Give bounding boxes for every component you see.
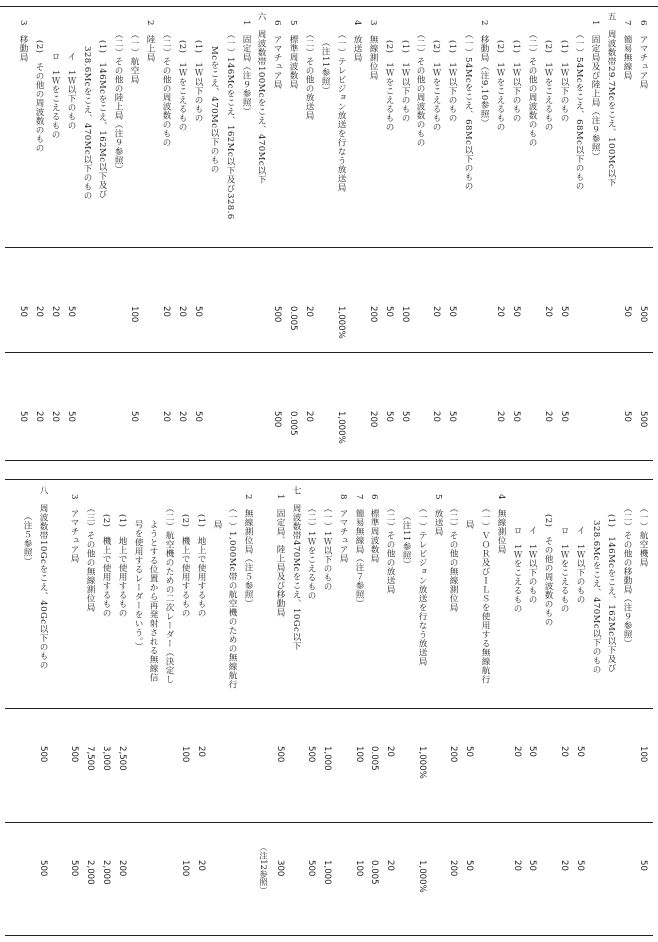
- table-row: (2) 1Ｗをこえるもの: [543, 40, 553, 132]
- value-cell-2: 20: [50, 411, 60, 422]
- table-row: 2 移動局（注9,10参照）: [479, 20, 489, 128]
- value-cell-2: 0.005: [369, 860, 379, 885]
- value-cell-2: 50: [193, 411, 203, 422]
- value-cell-2: 500: [38, 860, 48, 877]
- table-row: （三）その他の無線測位局: [85, 504, 95, 612]
- table-row: 1 固定局及び陸上局（注９参照）: [590, 20, 600, 161]
- value-cell-1: 50: [18, 306, 28, 317]
- bottom-panel-top-border: [5, 479, 653, 480]
- table-row: 3 移動局: [18, 20, 28, 62]
- value-cell-2: 50: [622, 411, 632, 422]
- value-cell-1: 200: [368, 306, 378, 323]
- table-row: （注５参照）: [22, 512, 32, 566]
- value-cell-2: 200: [448, 860, 458, 877]
- value-cell-2: 1,000: [322, 860, 332, 885]
- value-cell-1: 500: [275, 746, 285, 763]
- value-cell-1: 50: [384, 306, 394, 317]
- table-row: 7 簡易無線局（注７参照）: [354, 494, 364, 608]
- value-cell-1: 20: [196, 746, 206, 757]
- value-cell-2: 50: [400, 411, 410, 422]
- value-cell-2: 300: [275, 860, 285, 877]
- value-cell-2: 500: [272, 411, 282, 428]
- value-cell-1: 50: [447, 306, 457, 317]
- table-row: 4 無線測位局: [496, 494, 506, 554]
- value-cell-1: 50: [622, 306, 632, 317]
- table-row: 七 周波数帯470Mcをこえ、10Gc以下: [291, 486, 301, 651]
- value-cell-2: 1,000%: [336, 411, 346, 444]
- value-cell-2: 20: [196, 860, 206, 871]
- value-cell-1: 100: [400, 306, 410, 323]
- table-row: (1) 1Ｗ以下のもの: [511, 40, 521, 123]
- value-cell-1: 0.005: [369, 746, 379, 771]
- table-row: 八 周波数帯10Gcをこえ、40Gc以下のもの: [38, 486, 48, 670]
- value-cell-1: 1,000: [322, 746, 332, 771]
- value-cell-2: 20: [161, 411, 171, 422]
- value-cell-2: 20: [512, 860, 522, 871]
- table-row: イ 1Ｗ以下のもの: [527, 526, 537, 604]
- value-cell-1: 100: [638, 746, 648, 763]
- table-row: (2) 1Ｗをこえるもの: [431, 40, 441, 132]
- table-row: ロ 1Ｗをこえるもの: [50, 52, 60, 139]
- value-cell-1: 500: [638, 306, 648, 323]
- value-cell-2: 20: [543, 411, 553, 422]
- value-cell-1: 20: [543, 306, 553, 317]
- value-cell-1: 20: [495, 306, 505, 317]
- value-cell-2: 200: [368, 411, 378, 428]
- table-row: （一）54Mcをこえ、68Mc以下のもの: [574, 30, 584, 191]
- value-cell-1: 100: [180, 746, 190, 763]
- table-row: （二）その他の陸上局（注９参照）: [113, 30, 123, 174]
- bottom-table-panel: [0, 486, 658, 934]
- value-cell-1: 1,000%: [417, 746, 427, 779]
- table-row: イ 1Ｗ以下のもの: [66, 52, 76, 130]
- value-cell-2: 100: [354, 860, 364, 877]
- table-row: 328.6Mcをこえ、470Mc以下のもの: [82, 46, 92, 201]
- table-row: (2) 機上で使用するもの: [101, 514, 111, 618]
- value-cell-2: 50: [66, 411, 76, 422]
- table-row: (2) 機上で使用するもの: [180, 514, 190, 618]
- value-cell-2: 50: [384, 411, 394, 422]
- value-cell-2: 0.005: [288, 411, 298, 436]
- table-row: (1) 1Ｗ以下のもの: [447, 40, 457, 123]
- table-row: （一）航空局: [129, 30, 139, 84]
- value-cell-1: 50: [559, 306, 569, 317]
- table-row: (2) 1Ｗをこえるもの: [495, 40, 505, 132]
- top-rule: [0, 6, 658, 7]
- side-note: （注12参照）: [259, 843, 269, 895]
- value-cell-2: 200: [117, 860, 127, 877]
- table-row: (2) その他の周波数のもの: [34, 40, 44, 153]
- value-cell-2: 50: [18, 411, 28, 422]
- table-row: 6 標準周波数局: [369, 494, 379, 563]
- table-row: (2) 1Ｗをこえるもの: [384, 40, 394, 132]
- table-row: （二）その他の無線測位局: [448, 504, 458, 612]
- table-row: （注11参照）: [401, 512, 411, 569]
- value-cell-1: 20: [512, 746, 522, 757]
- table-row: 2 陸上局: [145, 20, 155, 62]
- table-row: 328.6Mcをこえ、470Mc以下のもの: [591, 520, 601, 675]
- table-row: （一）1Ｗ以下のもの: [322, 504, 332, 591]
- value-cell-1: 50: [575, 746, 585, 757]
- table-row: Mcをこえ、470Mc以下のもの: [209, 46, 219, 174]
- value-cell-1: 1,000%: [336, 306, 346, 339]
- value-cell-2: 20: [34, 411, 44, 422]
- value-cell-2: 100: [180, 860, 190, 877]
- value-cell-2: 20: [495, 411, 505, 422]
- table-row: 5 標準周波数局: [288, 20, 298, 89]
- value-cell-2: 2,000: [101, 860, 111, 885]
- value-cell-1: 100: [354, 746, 364, 763]
- table-row: ロ 1Ｗをこえるもの: [559, 526, 569, 613]
- table-row: ようとする位置から再発射される無線信: [148, 520, 158, 682]
- table-row: （一）146Mcをこえ、162Mc以下及び328.6: [225, 30, 235, 220]
- value-cell-2: 20: [304, 411, 314, 422]
- table-row: （一）1,000Mc帯の航空機のための無線航行: [227, 504, 237, 690]
- table-row: （一）54Mcをこえ、68Mc以下のもの: [463, 30, 473, 191]
- value-cell-1: 500: [306, 746, 316, 763]
- value-cell-2: 20: [559, 860, 569, 871]
- value-cell-1: 50: [511, 306, 521, 317]
- table-row: （二）1Ｗをこえるもの: [306, 504, 316, 600]
- value-cell-1: 20: [34, 306, 44, 317]
- value-cell-2: 50: [559, 411, 569, 422]
- table-row: （二）航空機のための二次レーダー（決定し: [164, 504, 174, 684]
- value-cell-2: 50: [527, 860, 537, 871]
- table-row: (1) 1Ｗ以下のもの: [559, 40, 569, 123]
- value-cell-2: 50: [511, 411, 521, 422]
- value-cell-1: 50: [527, 746, 537, 757]
- value-cell-2: 50: [464, 860, 474, 871]
- table-row: 7 簡易無線局: [622, 20, 632, 80]
- table-row: 六 周波数帯100Mcをこえ、470Mc以下: [256, 12, 266, 185]
- table-row: （二）その他の放送局: [385, 504, 395, 594]
- value-cell-1: 100: [129, 306, 139, 323]
- value-cell-1: 2,500: [117, 746, 127, 771]
- table-row: (1) 1Ｗ以下のもの: [400, 40, 410, 123]
- table-row: 8 アマチュア局: [338, 494, 348, 563]
- table-row: （二）その他の周波数のもの: [161, 30, 171, 147]
- value-cell-2: 500: [306, 860, 316, 877]
- value-cell-1: 200: [448, 746, 458, 763]
- value-cell-1: 20: [385, 746, 395, 757]
- table-row: 1 固定局、陸上局及び移動局: [275, 494, 285, 617]
- value-cell-1: 7,500: [85, 746, 95, 771]
- table-row: （二）その他の周波数のもの: [527, 30, 537, 147]
- value-cell-1: 500: [38, 746, 48, 763]
- table-row: (2) 1Ｗをこえるもの: [177, 40, 187, 132]
- table-row: 号を使用するレーダーをいう。）: [133, 520, 143, 651]
- table-row: （一）ＶＯＲ及びＩＬＳを使用する無線航行: [480, 504, 490, 684]
- top-panel-bottom-border: [5, 460, 653, 461]
- value-cell-1: 0.005: [288, 306, 298, 331]
- value-cell-2: 20: [177, 411, 187, 422]
- value-cell-2: 20: [431, 411, 441, 422]
- table-row: 4 放送局: [352, 20, 362, 62]
- table-row: （二）その他の放送局: [304, 30, 314, 120]
- value-cell-2: 50: [638, 860, 648, 871]
- value-cell-2: 50: [129, 411, 139, 422]
- value-cell-1: 3,000: [101, 746, 111, 771]
- table-row: (1) 1Ｗ以下のもの: [193, 40, 203, 123]
- table-row: 6 アマチュア局: [638, 20, 648, 89]
- value-cell-1: 500: [272, 306, 282, 323]
- table-row: 五 周波数帯29.7Mcをこえ、100Mc以下: [606, 12, 616, 188]
- value-cell-1: 20: [559, 746, 569, 757]
- table-row: 3 アマチュア局: [69, 494, 79, 563]
- table-row: (1) 146Mcをこえ、162Mc以下及び: [606, 514, 616, 673]
- table-row: （一）テレビジョン放送を行なう放送局: [417, 504, 427, 666]
- value-cell-1: 20: [50, 306, 60, 317]
- value-cell-1: 20: [431, 306, 441, 317]
- top-table-panel: [0, 12, 658, 458]
- table-row: （二）その他の移動局（注９参照）: [622, 504, 632, 648]
- value-cell-1: 50: [464, 746, 474, 757]
- table-row: イ 1Ｗ以下のもの: [575, 526, 585, 604]
- table-row: ロ 1Ｗをこえるもの: [512, 526, 522, 613]
- value-cell-1: 50: [193, 306, 203, 317]
- table-row: 1 固定局（注９参照）: [241, 20, 251, 116]
- table-row: （二）その他の周波数のもの: [415, 30, 425, 147]
- value-cell-1: 50: [66, 306, 76, 317]
- table-row: 6 アマチュア局: [272, 20, 282, 89]
- value-cell-2: 50: [575, 860, 585, 871]
- table-row: （一）テレビジョン放送を行なう放送局: [336, 30, 346, 192]
- table-row: 2 無線測位局（注５参照）: [243, 494, 253, 608]
- value-cell-2: 20: [385, 860, 395, 871]
- value-cell-2: 2,000: [85, 860, 95, 885]
- value-cell-1: 20: [177, 306, 187, 317]
- table-row: (1) 地上で使用するもの: [196, 514, 206, 618]
- table-row: 3 無線測位局: [368, 20, 378, 80]
- table-row: （注11参照）: [320, 38, 330, 95]
- value-cell-1: 20: [304, 306, 314, 317]
- value-cell-2: 500: [69, 860, 79, 877]
- value-cell-1: 20: [161, 306, 171, 317]
- table-row: (1) 地上で使用するもの: [117, 514, 127, 618]
- table-row: (1) 146Mcをこえ、162Mc以下及び: [97, 40, 107, 199]
- value-cell-2: 500: [638, 411, 648, 428]
- table-row: (2) その他の周波数のもの: [543, 514, 553, 627]
- table-row: 局: [464, 520, 474, 529]
- value-cell-2: 1,000%: [417, 860, 427, 893]
- value-cell-2: 50: [447, 411, 457, 422]
- table-row: 局: [212, 520, 222, 529]
- bottom-panel-bottom-border: [5, 935, 653, 936]
- value-cell-1: 500: [69, 746, 79, 763]
- table-row: （一）航空機局: [638, 504, 648, 567]
- table-row: 5 放送局: [433, 494, 443, 536]
